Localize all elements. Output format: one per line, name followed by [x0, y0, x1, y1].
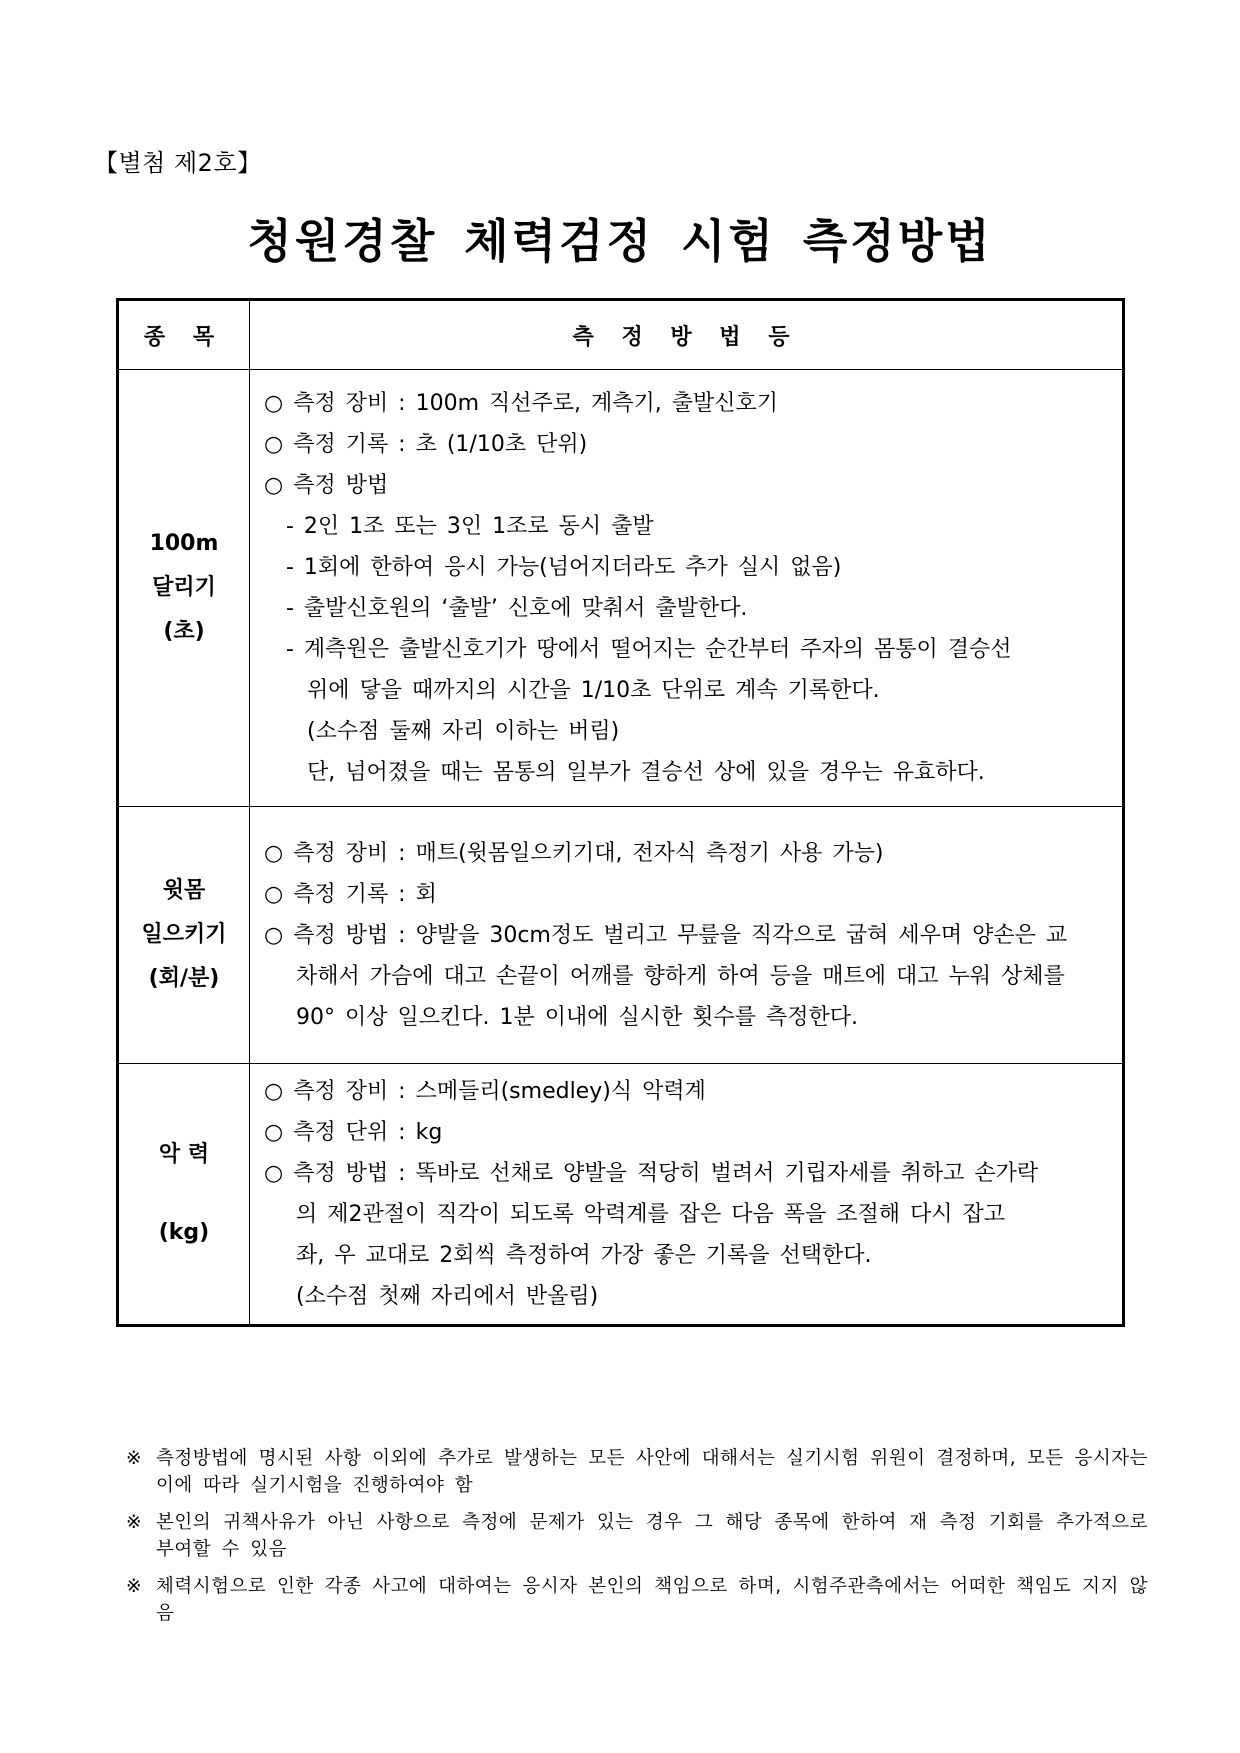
- method-line: 의 제2관절이 직각이 되도록 악력계를 잡은 다음 폭을 조절해 다시 잡고: [296, 1202, 1005, 1227]
- note-item: [126, 1573, 1148, 1627]
- method-line: 좌, 우 교대로 2회씩 측정하여 가장 좋은 기록을 선택한다.: [296, 1243, 872, 1268]
- category-line: (회/분): [148, 966, 220, 991]
- method-line: - 계측원은 출발신호기가 땅에서 떨어지는 순간부터 주자의 몸통이 결승선: [286, 637, 1012, 662]
- note-item: [126, 1509, 1148, 1563]
- method-line: - 2인 1조 또는 3인 1조로 동시 출발: [286, 514, 654, 539]
- note-text: 본인의 귀책사유가 아닌 사항으로 측정에 문제가 있는 경우 그 해당 종목에 한하여 재 측정 기회를 추가적으로 부여할 수 있음: [156, 1512, 1148, 1560]
- method-line: 단, 넘어졌을 때는 몸통의 일부가 결승선 상에 있을 경우는 유효하다.: [307, 760, 985, 785]
- category-cell: [118, 1064, 250, 1326]
- method-line: ○ 측정 장비 : 매트(윗몸일으키기대, 전자식 측정기 사용 가능): [264, 840, 884, 866]
- method-line: ○ 측정 장비 : 스메들리(smedley)식 악력계: [264, 1079, 706, 1104]
- method-line: 차해서 가슴에 대고 손끝이 어깨를 향하게 하여 등을 매트에 대고 누워 상체를: [296, 963, 1065, 989]
- table-row: [118, 1064, 1124, 1326]
- method-line: - 출발신호원의 ‘출발’ 신호에 맞춰서 출발한다.: [286, 596, 748, 621]
- document-title: 청원경찰 체력검정 시험 측정방법: [247, 214, 993, 268]
- table-row: [118, 370, 1124, 807]
- table-row: [118, 807, 1124, 1064]
- table-header-row: [118, 300, 1124, 370]
- measurement-table: [116, 298, 1125, 1327]
- note-text: 측정방법에 명시된 사항 이외에 추가로 발생하는 모든 사안에 대해서는 실기시험 위원이 결정하며, 모든 응시자는 이에 따라 실기시험을 진행하여야 함: [156, 1448, 1148, 1496]
- method-line: ○ 측정 기록 : 초 (1/10초 단위): [264, 432, 588, 457]
- reference-mark-icon: ※: [126, 1448, 142, 1469]
- method-line: ○ 측정 장비 : 100m 직선주로, 계측기, 출발신호기: [264, 391, 779, 416]
- category-cell: [118, 370, 250, 807]
- method-cell: [250, 370, 1124, 807]
- attachment-label: 【별첨 제2호】: [94, 149, 262, 177]
- category-line: 100m: [149, 531, 219, 556]
- method-line: ○ 측정 단위 : kg: [264, 1120, 443, 1145]
- category-line: (초): [163, 619, 205, 644]
- method-cell: [250, 1064, 1124, 1326]
- method-cell: [250, 807, 1124, 1064]
- method-line: ○ 측정 기록 : 회: [264, 881, 437, 907]
- note-item: [126, 1445, 1148, 1499]
- method-line: ○ 측정 방법: [264, 473, 389, 498]
- method-line: - 1회에 한하여 응시 가능(넘어지더라도 추가 실시 없음): [286, 555, 842, 580]
- category-cell: [118, 807, 250, 1064]
- category-line: (kg): [158, 1220, 210, 1245]
- category-line: 윗몸: [162, 878, 206, 903]
- method-line: (소수점 첫째 자리에서 반올림): [296, 1284, 599, 1309]
- method-line: ○ 측정 방법 : 똑바로 선채로 양발을 적당히 벌려서 기립자세를 취하고 손가락: [264, 1161, 1039, 1186]
- header-method: 측 정 방 법 등: [250, 300, 1124, 370]
- category-line: 일으키기: [141, 922, 227, 947]
- note-text: 체력시험으로 인한 각종 사고에 대하여는 응시자 본인의 책임으로 하며, 시험주관측에서는 어떠한 책임도 지지 않음: [156, 1576, 1148, 1624]
- category-line: 달리기: [152, 575, 216, 600]
- method-line: (소수점 둘째 자리 이하는 버림): [307, 719, 620, 744]
- method-line: 위에 닿을 때까지의 시간을 1/10초 단위로 계속 기록한다.: [307, 678, 880, 703]
- method-line: ○ 측정 방법 : 양발을 30cm정도 벌리고 무릎을 직각으로 굽혀 세우며 양손은 교: [264, 922, 1068, 948]
- method-line: 90° 이상 일으킨다. 1분 이내에 실시한 횟수를 측정한다.: [296, 1004, 858, 1030]
- header-category: 종 목: [118, 300, 250, 370]
- reference-mark-icon: ※: [126, 1576, 142, 1597]
- category-line: 악 력: [158, 1142, 210, 1167]
- reference-mark-icon: ※: [126, 1512, 142, 1533]
- notes: [126, 1445, 1148, 1637]
